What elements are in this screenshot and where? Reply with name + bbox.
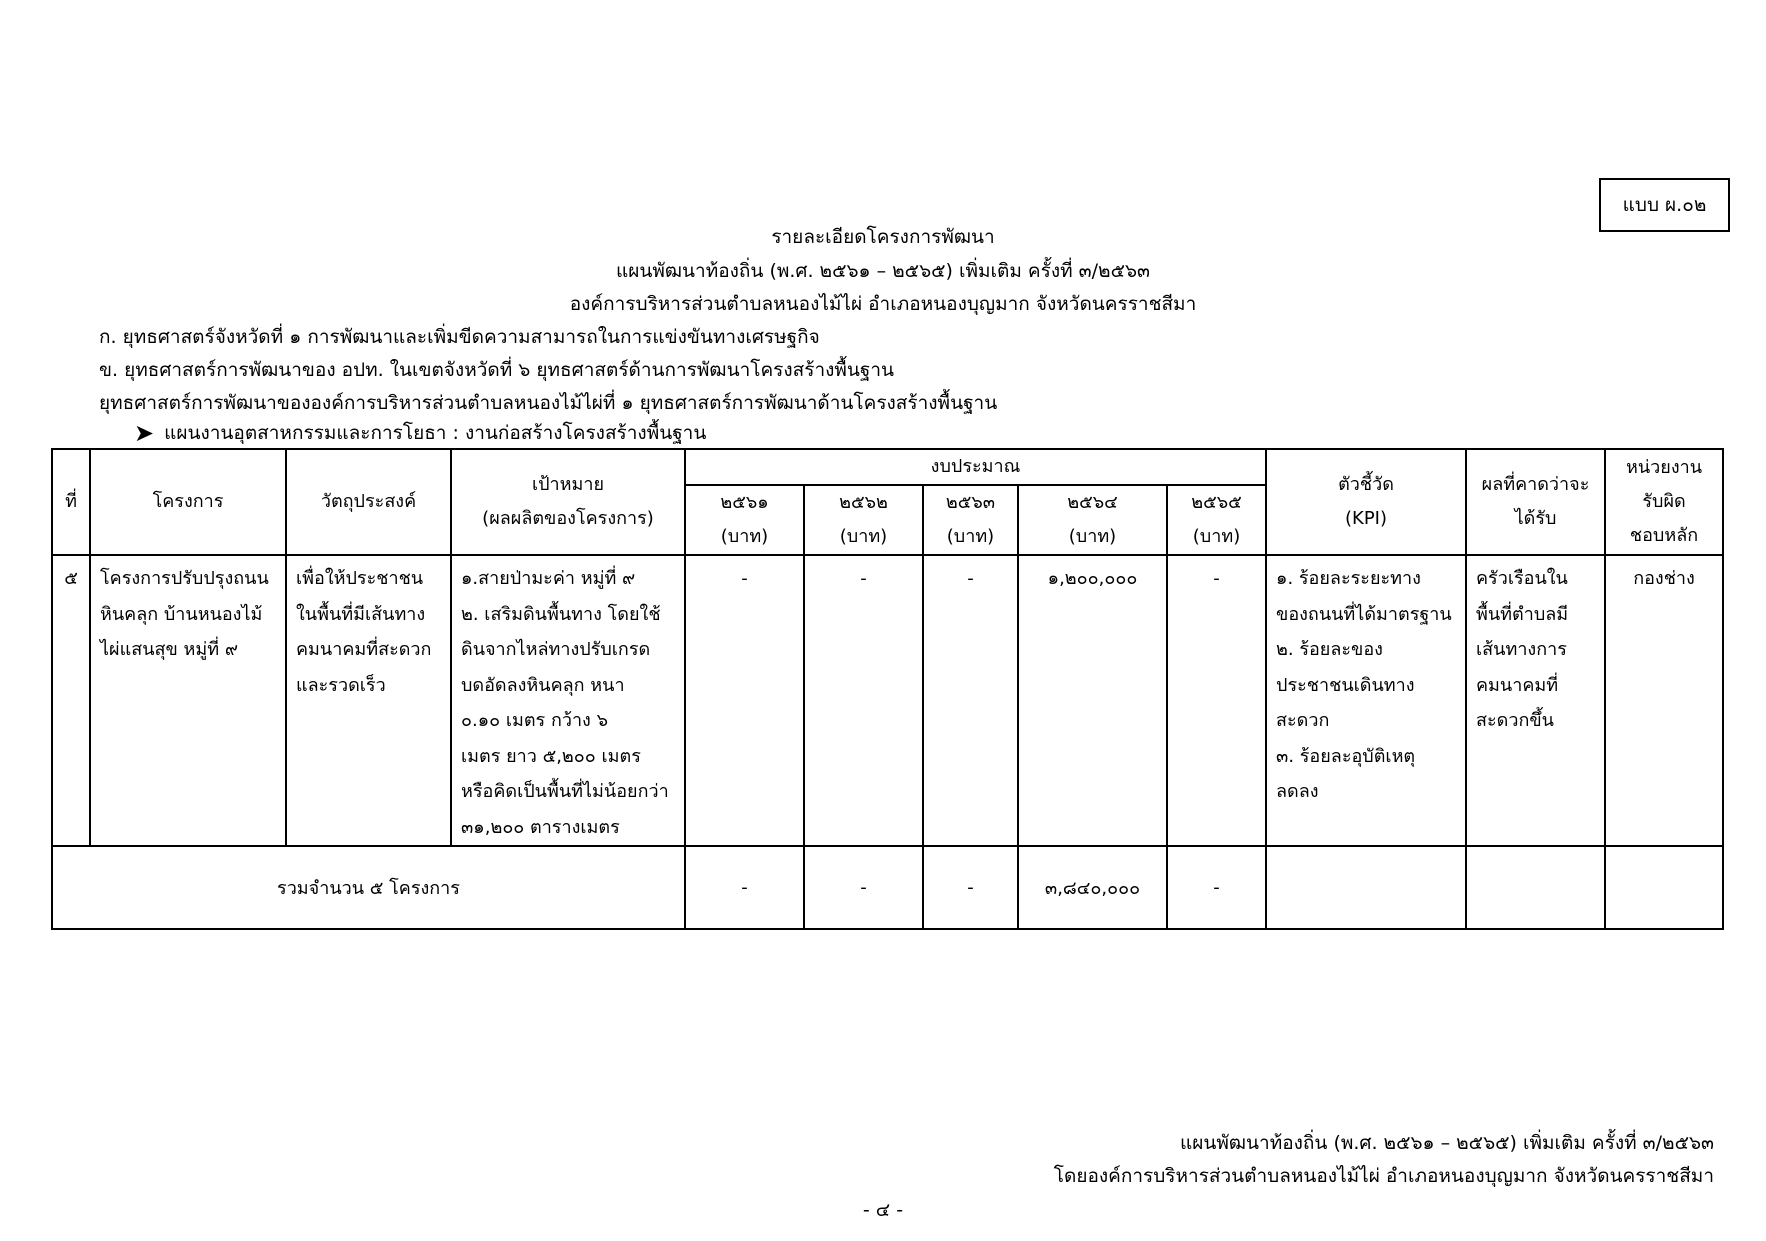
row-budget-2565: - bbox=[1167, 555, 1266, 846]
row-agency: กองช่าง bbox=[1605, 555, 1723, 846]
target-line: เมตร ยาว ๕,๒๐๐ เมตร bbox=[461, 745, 641, 767]
result-line: เส้นทางการ bbox=[1476, 639, 1567, 660]
row-budget-2564: ๑,๒๐๐,๐๐๐ bbox=[1018, 555, 1167, 846]
header-kpi-line-2: (KPI) bbox=[1345, 508, 1388, 529]
plan-work-text: แผนงานอุตสาหกรรมและการโยธา : งานก่อสร้างโครงสร้างพื้นฐาน bbox=[164, 422, 707, 444]
target-line: ๐.๑๐ เมตร กว้าง ๖ bbox=[461, 710, 608, 731]
row-budget-2561: - bbox=[685, 555, 804, 846]
row-objective bbox=[286, 555, 451, 846]
header-agency-line-3: ชอบหลัก bbox=[1629, 525, 1699, 546]
row-budget-2563: - bbox=[923, 555, 1018, 846]
header-year-2561 bbox=[685, 485, 804, 555]
total-budget-2561: - bbox=[685, 846, 804, 929]
result-line: คมนาคมที่ bbox=[1476, 674, 1559, 696]
project-line: หินคลุก บ้านหนองไม้ bbox=[100, 603, 263, 625]
unit-label: (บาท) bbox=[720, 526, 769, 547]
kpi-line: ๑. ร้อยละระยะทาง bbox=[1276, 568, 1421, 589]
year-label: ๒๕๖๑ bbox=[720, 492, 769, 513]
unit-label: (บาท) bbox=[946, 526, 995, 547]
total-budget-2565: - bbox=[1167, 846, 1266, 929]
arrow-bullet-icon: ➤ bbox=[134, 419, 155, 447]
footer-organization: โดยองค์การบริหารส่วนตำบลหนองไม้ไผ่ อำเภอหนองบุญมาก จังหวัดนครราชสีมา bbox=[1053, 1165, 1714, 1187]
kpi-line: ๓. ร้อยละอุบัติเหตุ bbox=[1276, 745, 1416, 767]
header-year-2562 bbox=[804, 485, 923, 555]
header-target-line-1: เป้าหมาย bbox=[531, 474, 605, 495]
total-result-empty bbox=[1466, 846, 1605, 929]
header-no: ที่ bbox=[52, 449, 90, 555]
table-row bbox=[52, 555, 1723, 846]
target-line: ๓๑,๒๐๐ ตารางเมตร bbox=[461, 816, 620, 838]
strategy-subdistrict: ยุทธศาสตร์การพัฒนาขององค์การบริหารส่วนตำบลหนองไม้ไผ่ที่ ๑ ยุทธศาสตร์การพัฒนาด้านโครงสร้างพื้นฐาน bbox=[99, 392, 998, 414]
header-year-2563 bbox=[923, 485, 1018, 555]
total-kpi-empty bbox=[1266, 846, 1466, 929]
header-budget: งบประมาณ bbox=[685, 449, 1266, 485]
header-year-2565 bbox=[1167, 485, 1266, 555]
project-line: ไผ่แสนสุข หมู่ที่ ๙ bbox=[100, 639, 239, 660]
kpi-line: ๒. ร้อยละของ bbox=[1276, 639, 1383, 660]
kpi-line: ลดลง bbox=[1276, 781, 1319, 802]
header-agency-line-1: หน่วยงาน bbox=[1626, 457, 1703, 478]
header-kpi-line-1: ตัวชี้วัด bbox=[1338, 474, 1394, 495]
row-project bbox=[90, 555, 286, 846]
kpi-line: สะดวก bbox=[1276, 710, 1330, 731]
project-line: โครงการปรับปรุงถนน bbox=[100, 568, 269, 589]
unit-label: (บาท) bbox=[839, 526, 888, 547]
header-year-2564 bbox=[1018, 485, 1167, 555]
header-expected-result bbox=[1466, 449, 1605, 555]
unit-label: (บาท) bbox=[1068, 526, 1117, 547]
unit-label: (บาท) bbox=[1192, 526, 1241, 547]
objective-line: ในพื้นที่มีเส้นทาง bbox=[296, 603, 426, 625]
year-label: ๒๕๖๔ bbox=[1067, 492, 1118, 513]
target-line: ดินจากไหล่ทางปรับเกรด bbox=[461, 639, 651, 660]
strategy-local-admin: ข. ยุทธศาสตร์การพัฒนาของ อปท. ในเขตจังหวัดที่ ๖ ยุทธศาสตร์ด้านการพัฒนาโครงสร้างพื้นฐาน bbox=[99, 359, 895, 381]
header-agency-line-2: รับผิด bbox=[1642, 491, 1686, 512]
header-result-line-2: ได้รับ bbox=[1514, 508, 1557, 529]
project-table bbox=[51, 448, 1724, 930]
year-label: ๒๕๖๕ bbox=[1191, 492, 1242, 513]
objective-line: คมนาคมที่สะดวก bbox=[296, 639, 432, 660]
kpi-line: ประชาชนเดินทาง bbox=[1276, 674, 1415, 696]
kpi-line: ของถนนที่ได้มาตรฐาน bbox=[1276, 603, 1452, 625]
target-line: หรือคิดเป็นพื้นที่ไม่น้อยกว่า bbox=[461, 781, 669, 802]
result-line: สะดวกขึ้น bbox=[1476, 710, 1554, 731]
target-line: ๑.สายป่ามะค่า หมู่ที่ ๙ bbox=[461, 568, 636, 589]
header-row-1 bbox=[52, 449, 1723, 485]
header-kpi bbox=[1266, 449, 1466, 555]
header-target-line-2: (ผลผลิตของโครงการ) bbox=[482, 508, 654, 529]
plan-subtitle: แผนพัฒนาท้องถิ่น (พ.ศ. ๒๕๖๑ – ๒๕๖๕) เพิ่มเติม ครั้งที่ ๓/๒๕๖๓ bbox=[615, 260, 1150, 282]
total-agency-empty bbox=[1605, 846, 1723, 929]
target-line: ๒. เสริมดินพื้นทาง โดยใช้ bbox=[461, 603, 661, 625]
year-label: ๒๕๖๒ bbox=[839, 492, 888, 513]
header-target bbox=[451, 449, 685, 555]
document-title: รายละเอียดโครงการพัฒนา bbox=[771, 226, 995, 248]
objective-line: และรวดเร็ว bbox=[296, 674, 386, 696]
header-responsible-agency bbox=[1605, 449, 1723, 555]
total-budget-2563: - bbox=[923, 846, 1018, 929]
result-line: ครัวเรือนใน bbox=[1476, 568, 1568, 589]
total-budget-2564: ๓,๘๔๐,๐๐๐ bbox=[1018, 846, 1167, 929]
header-objective: วัตถุประสงค์ bbox=[286, 449, 451, 555]
strategy-province: ก. ยุทธศาสตร์จังหวัดที่ ๑ การพัฒนาและเพิ่มขีดความสามารถในการแข่งขันทางเศรษฐกิจ bbox=[99, 326, 820, 348]
target-line: บดอัดลงหินคลุก หนา bbox=[461, 674, 625, 696]
result-line: พื้นที่ตำบลมี bbox=[1476, 603, 1569, 625]
row-target bbox=[451, 555, 685, 846]
form-code: แบบ ผ.๐๒ bbox=[1622, 194, 1707, 216]
total-budget-2562: - bbox=[804, 846, 923, 929]
year-label: ๒๕๖๓ bbox=[945, 492, 996, 513]
row-expected-result bbox=[1466, 555, 1605, 846]
row-budget-2562: - bbox=[804, 555, 923, 846]
row-kpi bbox=[1266, 555, 1466, 846]
header-result-line-1: ผลที่คาดว่าจะ bbox=[1481, 474, 1590, 495]
plan-work-line bbox=[134, 418, 706, 448]
footer-plan: แผนพัฒนาท้องถิ่น (พ.ศ. ๒๕๖๑ – ๒๕๖๕) เพิ่มเติม ครั้งที่ ๓/๒๕๖๓ bbox=[1179, 1132, 1714, 1154]
page-number: - ๔ - bbox=[862, 1199, 904, 1221]
total-row bbox=[52, 846, 1723, 929]
objective-line: เพื่อให้ประชาชน bbox=[296, 568, 424, 589]
header-project: โครงการ bbox=[90, 449, 286, 555]
organization-line: องค์การบริหารส่วนตำบลหนองไม้ไผ่ อำเภอหนองบุญมาก จังหวัดนครราชสีมา bbox=[569, 293, 1197, 315]
total-label: รวมจำนวน ๕ โครงการ bbox=[52, 846, 685, 929]
row-no: ๕ bbox=[52, 555, 90, 846]
